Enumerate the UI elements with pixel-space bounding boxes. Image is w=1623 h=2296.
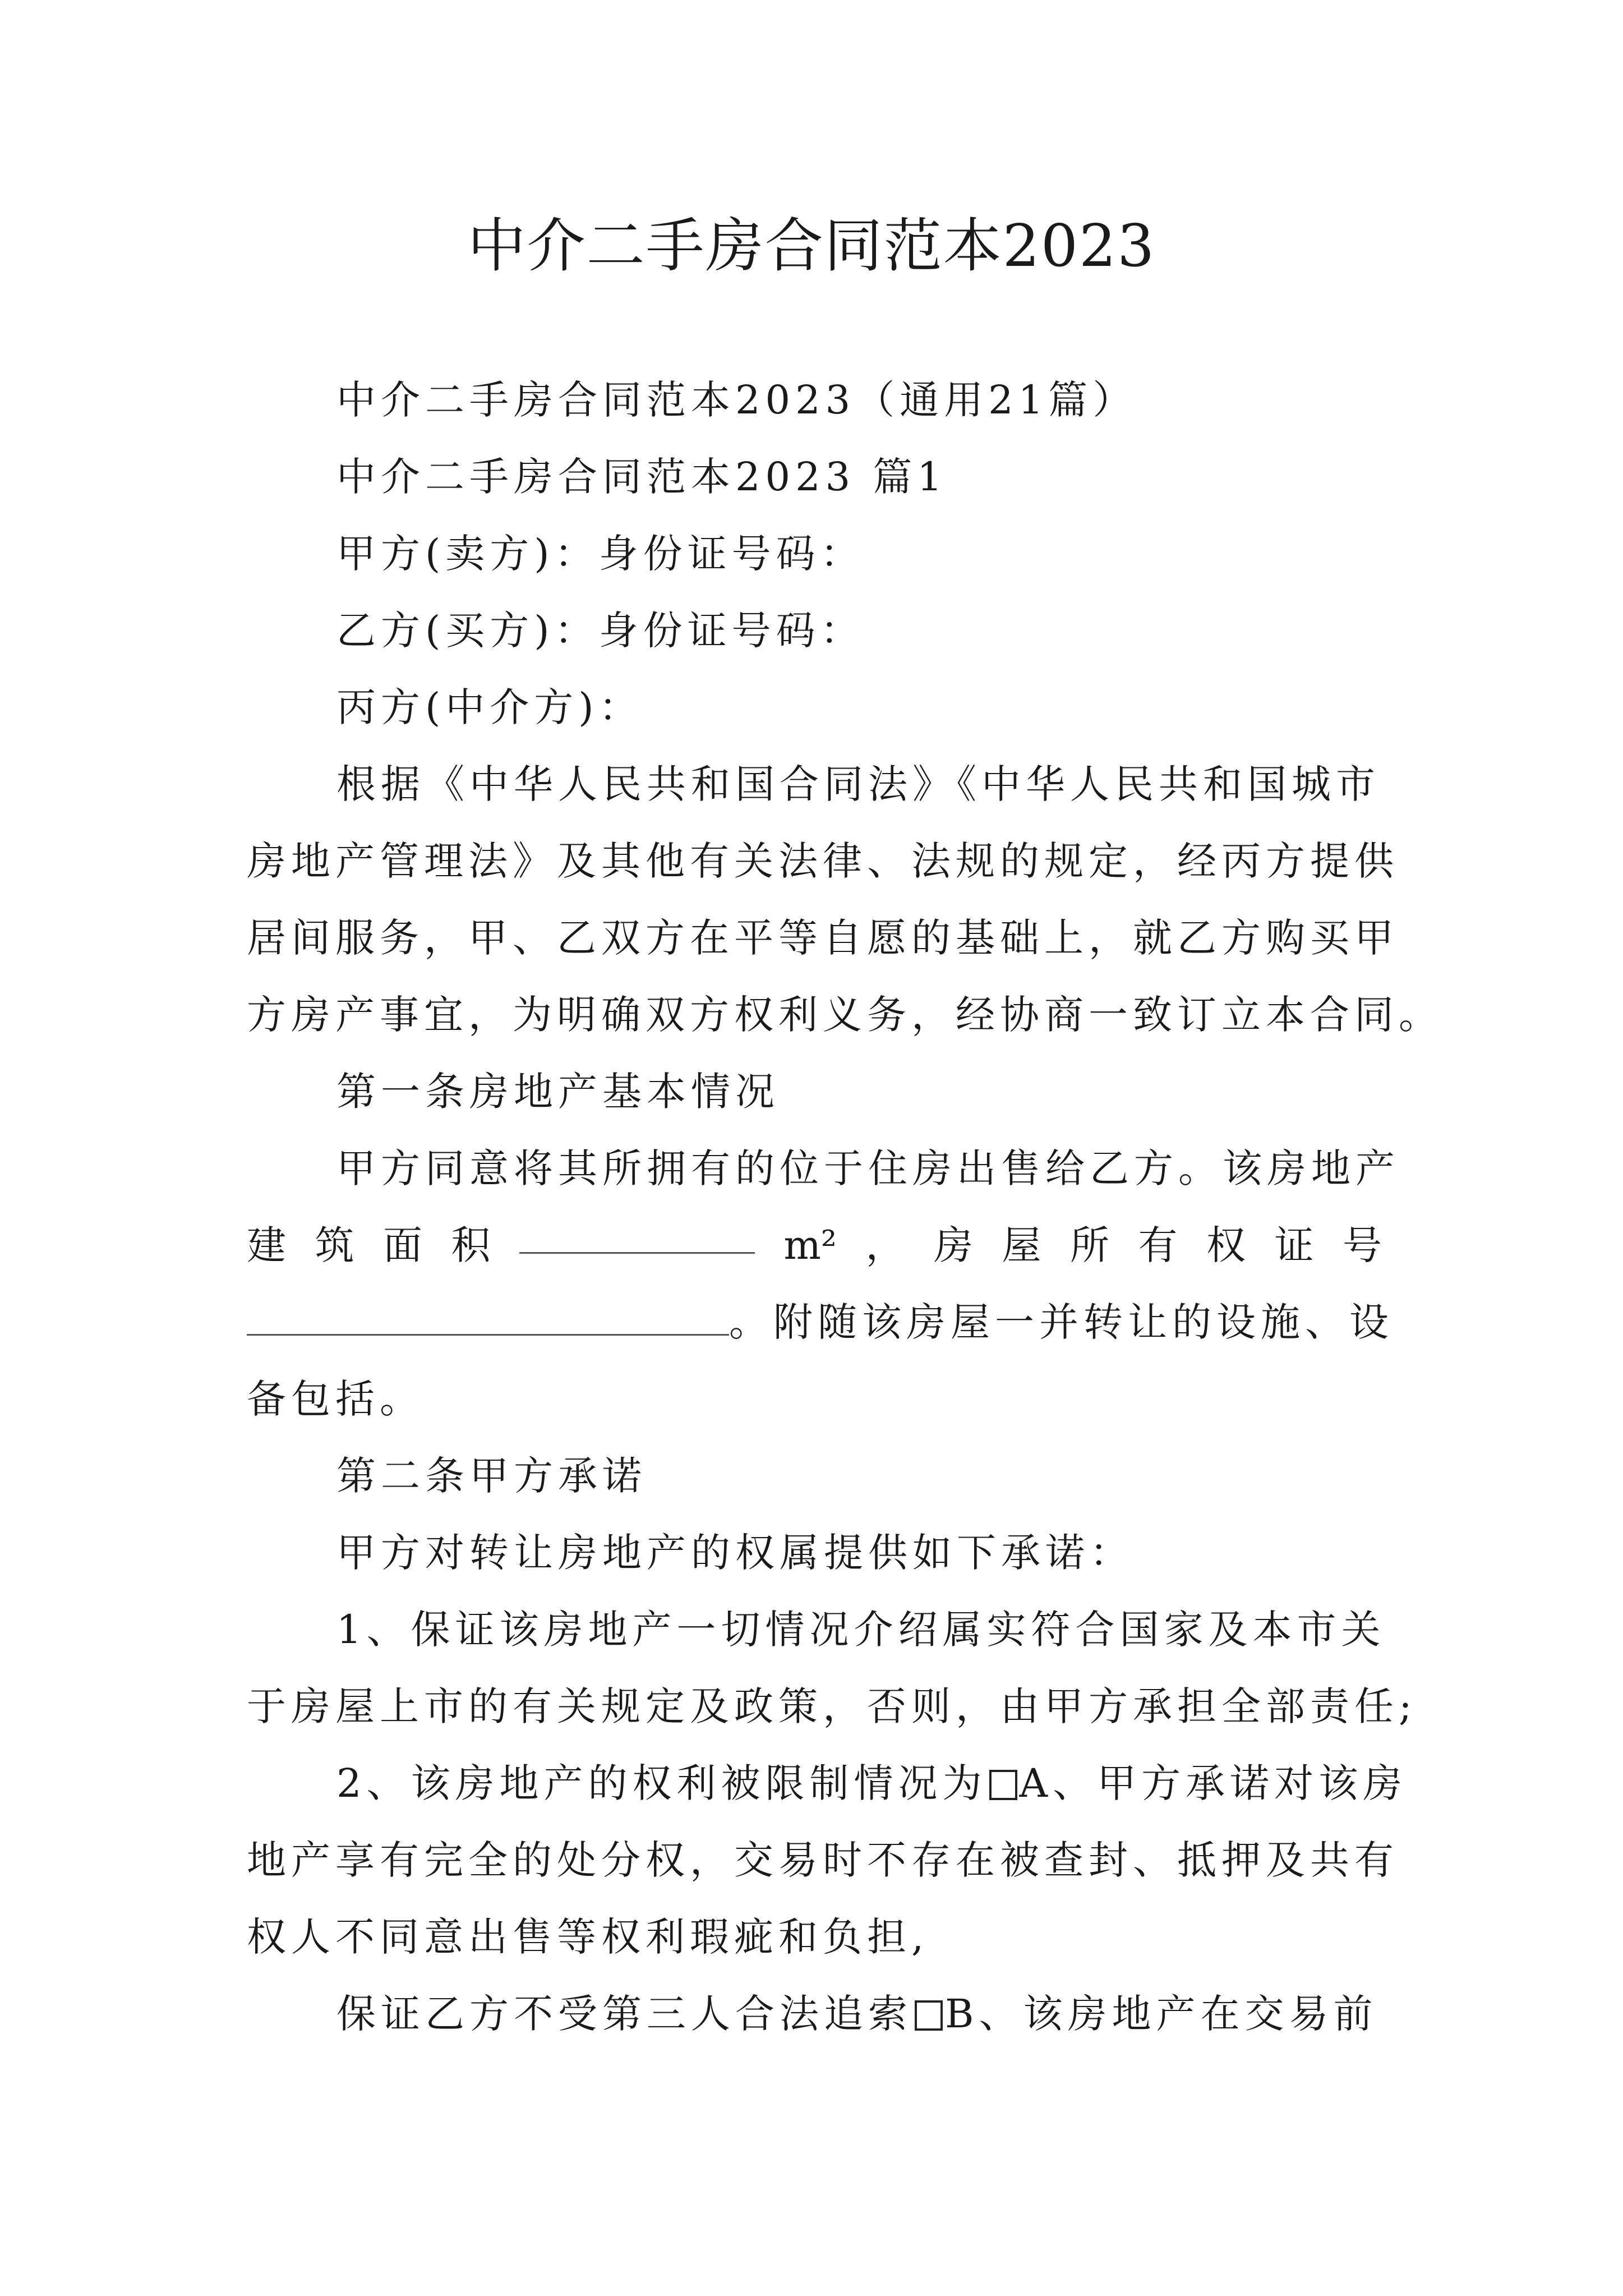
area-label-char: 筑 [315, 1222, 354, 1268]
item-2-line: 地产享有完全的处分权，交易时不存在被查封、抵押及共有 [247, 1837, 1399, 1883]
cert-number-blank-field [247, 1299, 729, 1336]
cert-label-char: 房 [933, 1222, 973, 1268]
cert-label-char: ， [865, 1222, 905, 1268]
party-a-line: 甲方(卖方)：身份证号码： [336, 531, 865, 577]
area-label-char: 建 [247, 1222, 286, 1268]
area-label-char: 面 [383, 1222, 422, 1268]
item-1-line: 于房屋上市的有关规定及政策，否则，由甲方承担全部责任; [247, 1683, 1417, 1729]
cert-label-char: 屋 [1002, 1222, 1041, 1268]
item-2-line: 权人不同意出售等权利瑕疵和负担, [247, 1914, 929, 1960]
party-b-line: 乙方(买方)：身份证号码： [336, 608, 865, 654]
document-title: 中介二手房合同范本2023 [467, 211, 1156, 280]
area-unit: m² [783, 1222, 837, 1268]
item-2b-suffix: B、该房地产在交易前 [945, 1991, 1378, 2037]
article-1-area-line [247, 1217, 1382, 1273]
cert-label-char: 权 [1206, 1222, 1246, 1268]
article-1-paragraph-line: 备包括。 [247, 1376, 424, 1422]
article-2-intro: 甲方对转让房地产的权属提供如下承诺： [336, 1530, 1134, 1576]
article-1-cert-line [247, 1294, 1394, 1350]
intro-paragraph-line: 根据《中华人民共和国合同法》《中华人民共和国城市 [336, 761, 1380, 807]
item-2b-prefix: 保证乙方不受第三人合法追索 [336, 1991, 912, 2037]
article-1-title: 第一条房地产基本情况 [336, 1069, 780, 1115]
intro-paragraph-line: 方房产事宜，为明确双方权利义务，经协商一致订立本合同。 [247, 992, 1443, 1038]
item-2-line [336, 1986, 1382, 2042]
intro-paragraph-line: 居间服务，甲、乙双方在平等自愿的基础上，就乙方购买甲 [247, 915, 1399, 961]
facilities-text: 。附随该房屋一并转让的设施、设 [729, 1299, 1394, 1345]
checkbox-icon [915, 2000, 943, 2031]
area-label-char: 积 [451, 1222, 491, 1268]
party-c-line: 丙方(中介方)： [336, 684, 643, 730]
document-subtitle: 中介二手房合同范本2023（通用21篇） [336, 377, 1137, 423]
checkbox-icon [989, 1770, 1017, 1800]
intro-paragraph-line: 房地产管理法》及其他有关法律、法规的规定，经丙方提供 [247, 838, 1399, 884]
item-1-line: 1、保证该房地产一切情况介绍属实符合国家及本市关 [336, 1607, 1386, 1653]
article-1-paragraph-line: 甲方同意将其所拥有的位于住房出售给乙方。该房地产 [336, 1145, 1400, 1191]
item-2-suffix: A、甲方承诺对该房 [1019, 1760, 1408, 1806]
cert-label-char: 证 [1274, 1222, 1314, 1268]
cert-label-char: 有 [1138, 1222, 1178, 1268]
section-heading: 中介二手房合同范本2023 篇1 [336, 454, 947, 500]
item-2-line [336, 1755, 1408, 1811]
cert-label-char: 所 [1069, 1222, 1109, 1268]
cert-label-char: 号 [1342, 1222, 1382, 1268]
item-2-prefix: 2、该房地产的权利被限制情况为 [336, 1760, 987, 1806]
area-blank-field [519, 1217, 755, 1254]
article-2-title: 第二条甲方承诺 [336, 1453, 647, 1499]
